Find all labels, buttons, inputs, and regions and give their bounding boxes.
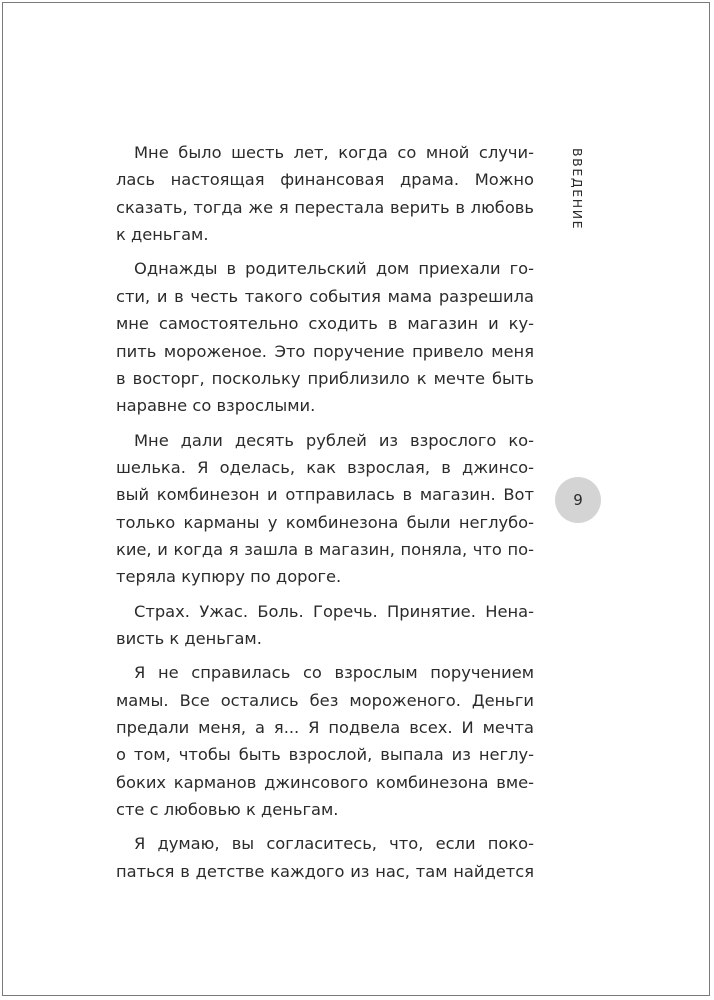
- text-line: сти, и в честь такого события мама разрешила: [116, 286, 534, 306]
- text-line: мне самостоятельно сходить в магазин и ку-: [116, 314, 534, 334]
- text-line: теряла купюру по дороге.: [116, 567, 342, 587]
- text-line: только карманы у комбинезона были неглубо-: [116, 512, 534, 532]
- text-line: шелька. Я оделась, как взрослая, в джинсо-: [116, 457, 534, 477]
- paragraph-gap: [116, 824, 534, 831]
- text-line: пить мороженое. Это поручение привело меня: [116, 341, 534, 361]
- text-line: Мне было шесть лет, когда со мной случи-: [134, 143, 534, 162]
- text-line: наравне со взрослыми.: [116, 396, 316, 416]
- paragraph: [116, 139, 534, 249]
- text-line: о том, чтобы быть взрослой, выпала из неглу-: [116, 745, 534, 765]
- text-line: сказать, тогда же я перестала верить в любовь: [116, 197, 534, 217]
- body-text: [116, 139, 534, 885]
- text-line: кие, и когда я зашла в магазин, поняла, что по-: [116, 540, 534, 560]
- paragraph: [116, 830, 534, 885]
- paragraph: [116, 255, 534, 419]
- text-line: лась настоящая финансовая драма. Можно: [116, 170, 534, 190]
- text-line: боких карманов джинсового комбинезона вме-: [116, 772, 534, 792]
- text-line: предали меня, а я... Я подвела всех. И мечта: [116, 718, 534, 737]
- text-line: к деньгам.: [116, 225, 209, 245]
- paragraph-gap: [116, 420, 534, 427]
- text-line: сте с любовью к деньгам.: [116, 800, 339, 820]
- text-line: мамы. Все остались без мороженого. Деньги: [116, 690, 534, 710]
- paragraph-gap: [116, 591, 534, 598]
- text-line: Я не справилась со взрослым поручением: [134, 663, 534, 683]
- paragraph: [116, 659, 534, 823]
- text-line: паться в детстве каждого из нас, там найдется: [116, 861, 534, 881]
- paragraph: [116, 598, 534, 653]
- running-head: ВВЕДЕНИЕ: [570, 148, 585, 231]
- text-line: Однажды в родительский дом приехали го-: [134, 259, 534, 279]
- paragraph-gap: [116, 249, 534, 256]
- text-line: Мне дали десять рублей из взрослого ко-: [134, 430, 534, 450]
- text-line: висть к деньгам.: [116, 629, 262, 649]
- text-line: Я думаю, вы согласитесь, что, если поко-: [134, 834, 534, 854]
- paragraph-gap: [116, 652, 534, 659]
- paragraph: [116, 427, 534, 591]
- book-page: [2, 2, 710, 996]
- page-number-badge: 9: [555, 477, 601, 523]
- text-line: Страх. Ужас. Боль. Горечь. Принятие. Нена-: [134, 601, 534, 621]
- text-line: в восторг, поскольку приблизило к мечте быть: [116, 368, 534, 388]
- text-line: вый комбинезон и отправилась в магазин. Вот: [116, 485, 534, 505]
